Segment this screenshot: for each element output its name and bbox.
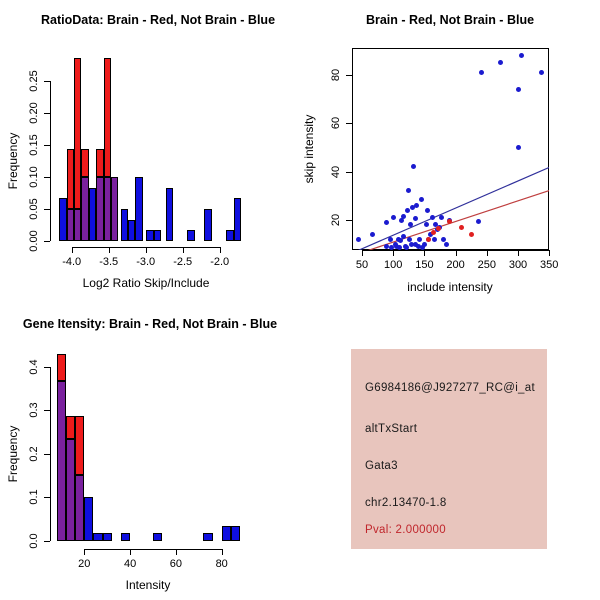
x-axis-tick (84, 549, 85, 555)
y-tick-label: 0.4 (28, 359, 40, 375)
y-axis-tick (346, 123, 352, 124)
x-tick-label: 80 (215, 558, 228, 571)
y-axis-tick (346, 220, 352, 221)
x-tick-label: -2.5 (173, 256, 193, 268)
scatter-point-blue (539, 70, 544, 75)
scatter-point-red (426, 237, 431, 242)
histogram-bar-segment (89, 188, 96, 241)
y-tick-label: 0.2 (28, 446, 40, 462)
histogram-bar-segment (96, 177, 103, 241)
histogram-bar-segment (57, 381, 66, 541)
x-tick-label: -4.0 (62, 256, 82, 268)
y-axis-tick (44, 367, 50, 368)
x-tick-label: -3.5 (99, 256, 119, 268)
histogram-bar-segment (104, 177, 111, 241)
x-axis-tick (362, 250, 363, 256)
histogram-bar-segment (203, 533, 212, 540)
y-axis-line (50, 81, 51, 241)
histogram-bar-segment (84, 497, 93, 541)
x-tick-label: -3.0 (136, 256, 156, 268)
histogram-bar-segment (146, 230, 153, 241)
histogram-bar-segment (154, 230, 161, 241)
x-axis-tick (222, 549, 223, 555)
scatter-point-blue (384, 220, 389, 225)
histogram-bar-segment (93, 533, 102, 540)
x-tick-label: 100 (384, 259, 403, 271)
histogram-bar-segment (166, 188, 173, 241)
histogram-bar-segment (121, 209, 128, 241)
histogram-bar-segment (121, 533, 130, 540)
ratio-histogram-xlabel: Log2 Ratio Skip/Include (82, 276, 210, 290)
y-axis-tick (44, 177, 50, 178)
scatter-point-blue (516, 145, 521, 150)
scatter-point-blue (417, 237, 422, 242)
histogram-bar-segment (128, 220, 135, 241)
x-tick-label: 250 (477, 259, 496, 271)
scatter-point-blue (444, 242, 449, 247)
x-axis-tick (183, 247, 184, 253)
scatter-point-blue (401, 214, 406, 219)
x-axis-tick (109, 247, 110, 253)
gene-histogram-title: Gene Itensity: Brain - Red, Not Brain - Blue (22, 317, 278, 331)
scatter-point-blue (419, 197, 424, 202)
histogram-bar-segment (222, 526, 231, 540)
probe-id-text: G6984186@J927277_RC@i_at (365, 382, 535, 394)
histogram-bar-segment (231, 526, 240, 540)
x-tick-label: 150 (415, 259, 434, 271)
scatter-xlabel: include intensity (407, 280, 493, 294)
scatter-point-blue (422, 242, 427, 247)
histogram-bar-segment (57, 354, 66, 381)
x-tick-label: 300 (508, 259, 528, 271)
histogram-bar-segment (204, 209, 211, 241)
histogram-bar-segment (104, 58, 111, 177)
scatter-point-blue (391, 215, 396, 220)
x-axis-tick (176, 549, 177, 555)
y-axis-line (352, 75, 353, 220)
y-tick-label: 80 (329, 68, 342, 82)
y-axis-tick (346, 75, 352, 76)
y-tick-label: 0.25 (28, 70, 40, 92)
histogram-bar-segment (234, 198, 241, 241)
histogram-bar-segment (187, 230, 194, 241)
histogram-bar-segment (81, 149, 88, 176)
gene-info-panel (351, 349, 547, 549)
x-axis-tick (549, 250, 550, 256)
histogram-bar-segment (66, 416, 75, 439)
y-axis-tick (346, 172, 352, 173)
ratio-histogram-title: RatioData: Brain - Red, Not Brain - Blue (40, 13, 276, 27)
histogram-bar-segment (96, 149, 103, 176)
x-tick-label: 60 (169, 558, 183, 571)
y-tick-label: 0.00 (28, 229, 40, 252)
y-tick-label: 0.20 (28, 102, 40, 124)
x-tick-label: -2.0 (210, 256, 230, 268)
histogram-bar-segment (66, 439, 75, 540)
histogram-bar-segment (81, 177, 88, 241)
x-axis-tick (72, 247, 73, 253)
x-axis-tick (424, 250, 425, 256)
y-tick-label: 0.05 (28, 198, 40, 220)
y-axis-tick (44, 113, 50, 114)
ratio-histogram-ylabel: Frequency (6, 132, 20, 190)
scatter-point-blue (408, 222, 413, 227)
histogram-bar-segment (153, 533, 162, 540)
histogram-bar-segment (59, 198, 66, 241)
scatter-ylabel: skip intensity (302, 114, 316, 184)
scatter-point-blue (432, 237, 437, 242)
x-tick-label: 50 (355, 259, 369, 271)
y-tick-label: 60 (329, 117, 342, 130)
histogram-bar-segment (67, 209, 74, 241)
x-axis-tick (393, 250, 394, 256)
x-axis-tick (130, 549, 131, 555)
x-tick-label: 20 (78, 558, 91, 571)
scatter-point-blue (425, 208, 430, 213)
x-axis-tick (220, 247, 221, 253)
y-tick-label: 0.0 (28, 533, 40, 549)
y-axis-tick (44, 410, 50, 411)
brain-fit-line-blue (358, 167, 549, 250)
x-axis-tick (487, 250, 488, 256)
brain-fit-line-red (368, 190, 549, 250)
histogram-bar-segment (67, 149, 74, 208)
histogram-bar-segment (111, 177, 118, 241)
y-tick-label: 0.1 (28, 489, 40, 505)
histogram-bar-segment (103, 533, 112, 540)
y-axis-tick (44, 454, 50, 455)
scatter-point-red (431, 230, 436, 235)
y-axis-line (50, 367, 51, 541)
gene-histogram-xlabel: Intensity (125, 578, 171, 592)
histogram-bar-segment (75, 475, 84, 540)
y-axis-tick (44, 497, 50, 498)
histogram-bar-segment (226, 230, 233, 241)
y-tick-label: 0.3 (28, 402, 40, 418)
x-axis-line (84, 549, 221, 550)
scatter-title: Brain - Red, Not Brain - Blue (365, 13, 535, 27)
event-type-text: altTxStart (365, 423, 418, 435)
histogram-bar-segment (74, 209, 81, 241)
y-axis-tick (44, 81, 50, 82)
gene-histogram-ylabel: Frequency (6, 425, 20, 483)
y-tick-label: 40 (329, 165, 342, 178)
histogram-bar-segment (74, 58, 81, 209)
x-tick-label: 40 (123, 558, 137, 571)
scatter-point-blue (516, 87, 521, 92)
y-axis-tick (44, 145, 50, 146)
x-axis-tick (456, 250, 457, 256)
histogram-bar-segment (135, 177, 142, 241)
y-tick-label: 20 (329, 213, 342, 227)
y-axis-tick (44, 209, 50, 210)
gene-name-text: Gata3 (365, 460, 398, 472)
pvalue-text: Pval: 2.000000 (365, 524, 446, 536)
x-tick-label: 350 (540, 259, 559, 271)
locus-text: chr2.13470-1.8 (365, 497, 447, 509)
scatter-point-red (436, 226, 441, 231)
y-tick-label: 0.15 (28, 134, 40, 156)
y-axis-tick (44, 541, 50, 542)
scatter-point-blue (476, 219, 481, 224)
x-axis-tick (518, 250, 519, 256)
x-tick-label: 200 (446, 259, 465, 271)
x-axis-tick (146, 247, 147, 253)
y-axis-tick (44, 241, 50, 242)
histogram-bar-segment (75, 416, 84, 475)
y-tick-label: 0.10 (28, 166, 40, 188)
scatter-point-blue (388, 237, 393, 242)
